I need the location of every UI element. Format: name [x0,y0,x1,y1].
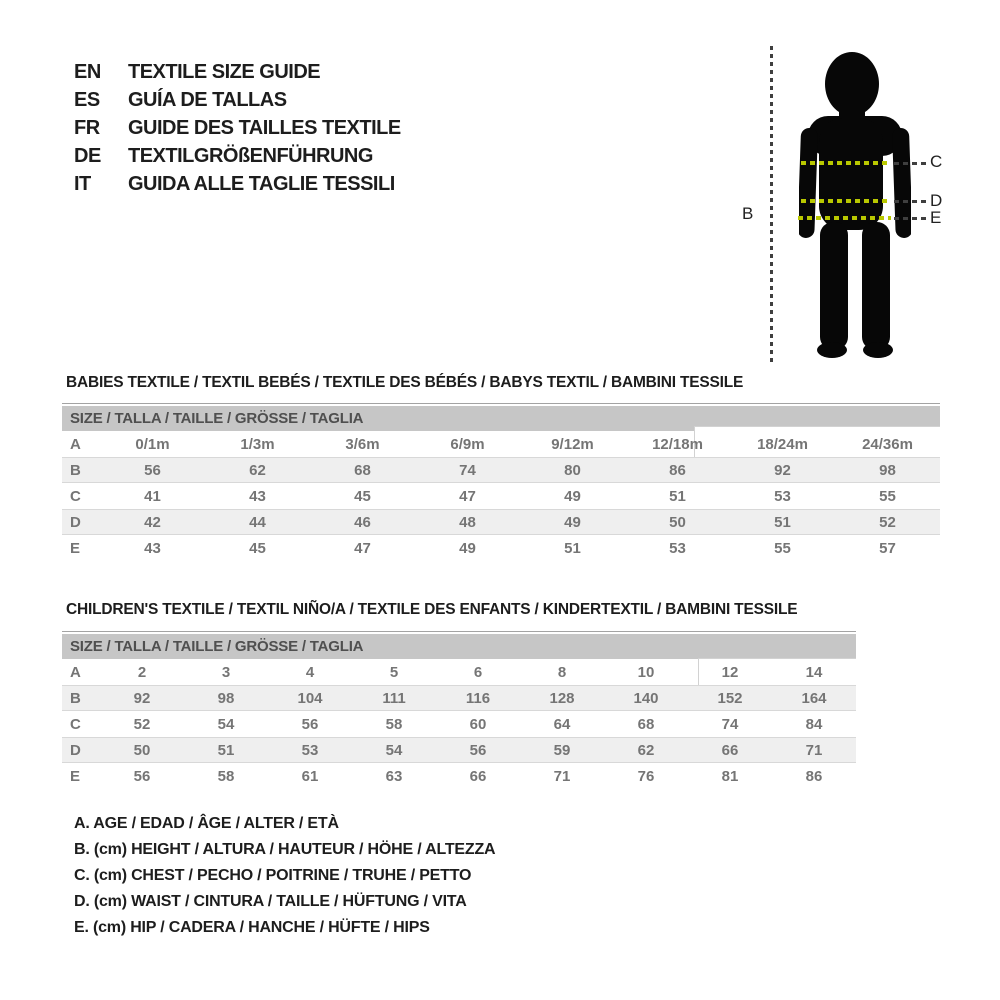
language-code: EN [74,60,101,83]
chest-label: C [930,152,943,171]
table-cell: 116 [465,689,491,707]
language-code: FR [74,116,100,139]
waist-measure-line [801,199,891,203]
table-row [62,763,856,789]
row-label: C [70,715,81,733]
table-cell: 66 [469,767,487,785]
children-section-title: CHILDREN'S TEXTILE / TEXTIL NIÑO/A / TEXTILE DES ENFANTS / KINDERTEXTIL / BAMBINI TESSILE [66,601,798,618]
size-header-bar: SIZE / TALLA / TAILLE / GRÖSSE / TAGLIA [62,634,856,659]
table-cell: 45 [249,539,266,557]
table-cell: 51 [564,539,581,557]
measurement-legend [74,811,495,941]
table-cell: 62 [249,461,266,479]
table-cell: 71 [805,741,823,759]
size-header-bar: SIZE / TALLA / TAILLE / GRÖSSE / TAGLIA [62,406,940,431]
table-cell: 71 [553,767,571,785]
table-cell: 62 [637,741,655,759]
babies-size-table [62,403,940,561]
row-label: E [70,539,81,557]
table-cell: 63 [385,767,403,785]
table-cell: 2 [137,663,147,681]
row-label: A [70,435,81,453]
language-title: GUIDA ALLE TAGLIE TESSILI [128,172,395,195]
table-cell: 54 [385,741,403,759]
table-cell: 43 [144,539,161,557]
table-cell: 81 [721,767,739,785]
table-cell: 24/36m [862,435,913,453]
waist-label: D [930,191,943,210]
table-cell: 53 [301,741,319,759]
table-cell: 56 [144,461,161,479]
table-cell: 104 [297,689,323,707]
legend-line-chest: C. (cm) CHEST / PECHO / POITRINE / TRUHE / PETTO [74,867,472,884]
row-label: B [70,689,81,707]
table-cell: 51 [669,487,686,505]
table-cell: 92 [774,461,791,479]
table-cell: 152 [717,689,743,707]
table-cell: 47 [459,487,476,505]
language-code: DE [74,144,101,167]
table-row [62,659,856,685]
table-cell: 4 [305,663,315,681]
table-cell: 14 [805,663,823,681]
table-cell: 45 [354,487,371,505]
table-cell: 98 [217,689,235,707]
waist-pointer-line [894,200,926,203]
language-title: GUIDE DES TAILLES TEXTILE [128,116,401,139]
table-cell: 5 [389,663,399,681]
table-cell: 92 [133,689,151,707]
table-cell: 128 [549,689,575,707]
table-row [62,711,856,737]
table-cell: 58 [385,715,403,733]
table-cell: 111 [382,689,406,707]
table-cell: 60 [469,715,487,733]
table-cell: 6/9m [450,435,485,453]
row-label: A [70,663,81,681]
table-cell: 55 [879,487,896,505]
legend-line-age: A. AGE / EDAD / ÂGE / ALTER / ETÀ [74,815,339,832]
table-cell: 74 [721,715,739,733]
table-cell: 10 [637,663,655,681]
row-label: C [70,487,81,505]
table-cell: 68 [637,715,655,733]
row-label: D [70,513,81,531]
table-cell: 50 [133,741,151,759]
babies-table-rows [62,431,940,561]
table-cell: 9/12m [551,435,594,453]
table-cell: 1/3m [240,435,275,453]
row-label: E [70,767,81,785]
table-cell: 52 [879,513,896,531]
hip-measure-line [798,216,891,220]
table-cell: 49 [564,513,581,531]
table-cell: 76 [637,767,655,785]
table-cell: 140 [633,689,659,707]
chest-pointer-line [894,162,926,165]
table-row [62,685,856,711]
babies-section-title: BABIES TEXTILE / TEXTIL BEBÉS / TEXTILE DES BÉBÉS / BABYS TEXTIL / BAMBINI TESSILE [66,374,744,391]
table-cell: 6 [473,663,483,681]
language-title: TEXTILGRÖßENFÜHRUNG [128,144,373,167]
table-cell: 3/6m [345,435,380,453]
table-cell: 55 [774,539,791,557]
hip-pointer-line [894,217,926,220]
row-label: B [70,461,81,479]
table-cell: 58 [217,767,235,785]
children-size-table [62,631,856,789]
table-cell: 49 [459,539,476,557]
language-title-list [74,58,401,198]
table-cell: 59 [553,741,571,759]
table-cell: 12/18m [652,435,703,453]
legend-line-hip: E. (cm) HIP / CADERA / HANCHE / HÜFTE / HIPS [74,919,430,936]
table-cell: 64 [553,715,571,733]
table-cell: 44 [249,513,266,531]
table-cell: 51 [774,513,791,531]
table-cell: 57 [879,539,896,557]
table-cell: 61 [301,767,319,785]
table-row [62,509,940,535]
table-row [62,483,940,509]
table-cell: 53 [669,539,686,557]
language-row-fr [74,114,401,142]
language-code: ES [74,88,100,111]
table-cell: 18/24m [757,435,808,453]
table-cell: 43 [249,487,266,505]
language-code: IT [74,172,91,195]
table-cell: 41 [144,487,161,505]
table-row [62,431,940,457]
table-cell: 8 [557,663,567,681]
language-row-en [74,58,401,86]
table-cell: 66 [721,741,739,759]
table-cell: 51 [217,741,235,759]
table-cell: 47 [354,539,371,557]
table-cell: 68 [354,461,371,479]
table-cell: 49 [564,487,581,505]
table-cell: 98 [879,461,896,479]
row-label: D [70,741,81,759]
table-cell: 56 [133,767,151,785]
legend-line-height: B. (cm) HEIGHT / ALTURA / HAUTEUR / HÖHE / ALTEZZA [74,841,496,858]
table-cell: 86 [669,461,686,479]
table-cell: 42 [144,513,161,531]
chest-measure-line [801,161,889,165]
table-cell: 80 [564,461,581,479]
table-cell: 86 [805,767,823,785]
height-measure-line [770,46,773,362]
table-cell: 0/1m [135,435,170,453]
hip-label: E [930,208,942,227]
table-cell: 54 [217,715,235,733]
language-row-es [74,86,401,114]
table-row [62,535,940,561]
table-cell: 12 [721,663,739,681]
child-silhouette-icon [799,50,911,360]
table-cell: 50 [669,513,686,531]
table-row [62,457,940,483]
table-cell: 46 [354,513,371,531]
table-cell: 52 [133,715,151,733]
table-cell: 53 [774,487,791,505]
table-cell: 74 [459,461,476,479]
measurement-figure [730,40,990,370]
language-row-it [74,170,401,198]
table-cell: 164 [801,689,827,707]
table-row [62,737,856,763]
language-title: TEXTILE SIZE GUIDE [128,60,321,83]
height-label: B [742,204,754,223]
language-title: GUÍA DE TALLAS [128,88,287,111]
table-cell: 48 [459,513,476,531]
table-cell: 3 [221,663,231,681]
language-row-de [74,142,401,170]
table-cell: 56 [469,741,487,759]
table-cell: 56 [301,715,319,733]
children-table-rows [62,659,856,789]
table-cell: 84 [805,715,823,733]
legend-line-waist: D. (cm) WAIST / CINTURA / TAILLE / HÜFTUNG / VITA [74,893,467,910]
